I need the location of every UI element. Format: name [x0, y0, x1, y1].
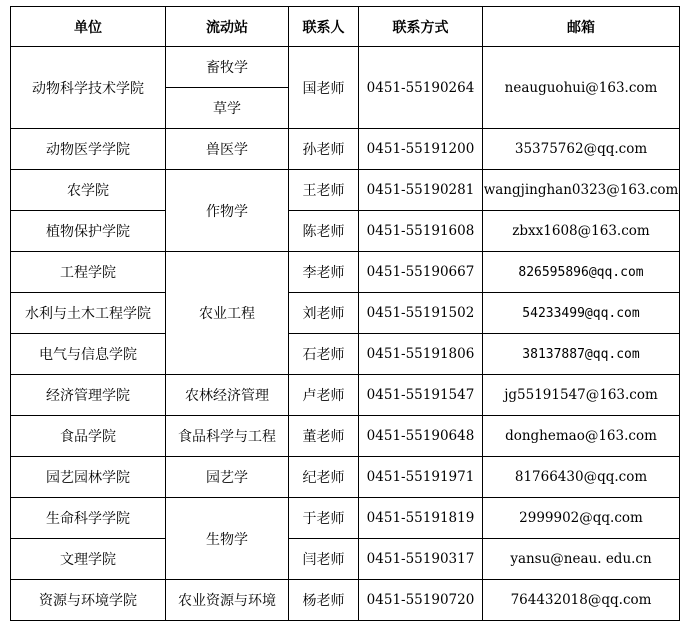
table-row: [11, 416, 680, 457]
phone-cell: 0451-55190648: [359, 416, 483, 457]
email-cell: 2999902@qq.com: [483, 498, 680, 539]
contact-cell: 王老师: [289, 170, 359, 211]
contact-cell: 纪老师: [289, 457, 359, 498]
contact-cell: 国老师: [289, 47, 359, 129]
phone-cell: 0451-55191200: [359, 129, 483, 170]
header-unit: 单位: [11, 7, 166, 47]
email-cell: 35375762@qq.com: [483, 129, 680, 170]
unit-cell: 农学院: [11, 170, 166, 211]
contact-cell: 石老师: [289, 334, 359, 375]
unit-cell: 经济管理学院: [11, 375, 166, 416]
unit-cell: 动物医学学院: [11, 129, 166, 170]
header-station: 流动站: [166, 7, 289, 47]
email-cell: yansu@neau. edu.cn: [483, 539, 680, 580]
unit-cell: 动物科学技术学院: [11, 47, 166, 129]
email-cell: 764432018@qq.com: [483, 580, 680, 621]
email-cell: zbxx1608@163.com: [483, 211, 680, 252]
header-row: [11, 7, 680, 47]
phone-cell: 0451-55190667: [359, 252, 483, 293]
contact-cell: 陈老师: [289, 211, 359, 252]
header-contact: 联系人: [289, 7, 359, 47]
table-row: [11, 498, 680, 539]
email-cell: donghemao@163.com: [483, 416, 680, 457]
contact-cell: 杨老师: [289, 580, 359, 621]
unit-cell: 植物保护学院: [11, 211, 166, 252]
unit-cell: 食品学院: [11, 416, 166, 457]
unit-cell: 电气与信息学院: [11, 334, 166, 375]
contact-cell: 刘老师: [289, 293, 359, 334]
table-row: [11, 293, 680, 334]
station-cell: 作物学: [166, 170, 289, 252]
table-row: [11, 47, 680, 88]
table-row: [11, 334, 680, 375]
phone-cell: 0451-55191502: [359, 293, 483, 334]
phone-cell: 0451-55191806: [359, 334, 483, 375]
table-row: [11, 170, 680, 211]
station-cell: 农业资源与环境: [166, 580, 289, 621]
phone-cell: 0451-55190317: [359, 539, 483, 580]
contact-cell: 于老师: [289, 498, 359, 539]
unit-cell: 工程学院: [11, 252, 166, 293]
unit-cell: 文理学院: [11, 539, 166, 580]
phone-cell: 0451-55190720: [359, 580, 483, 621]
header-phone: 联系方式: [359, 7, 483, 47]
station-cell: 草学: [166, 88, 289, 129]
phone-cell: 0451-55191819: [359, 498, 483, 539]
phone-cell: 0451-55191547: [359, 375, 483, 416]
phone-cell: 0451-55190264: [359, 47, 483, 129]
table-row: [11, 252, 680, 293]
unit-cell: 生命科学学院: [11, 498, 166, 539]
email-cell: 38137887@qq.com: [483, 334, 680, 375]
email-cell: wangjinghan0323@163.com: [483, 170, 680, 211]
phone-cell: 0451-55191608: [359, 211, 483, 252]
contact-cell: 董老师: [289, 416, 359, 457]
station-cell: 兽医学: [166, 129, 289, 170]
unit-cell: 资源与环境学院: [11, 580, 166, 621]
contact-cell: 卢老师: [289, 375, 359, 416]
email-cell: neauguohui@163.com: [483, 47, 680, 129]
station-cell: 生物学: [166, 498, 289, 580]
unit-cell: 园艺园林学院: [11, 457, 166, 498]
contact-cell: 孙老师: [289, 129, 359, 170]
table-row: [11, 129, 680, 170]
station-cell: 畜牧学: [166, 47, 289, 88]
phone-cell: 0451-55190281: [359, 170, 483, 211]
table-row: [11, 580, 680, 621]
station-cell: 园艺学: [166, 457, 289, 498]
email-cell: 54233499@qq.com: [483, 293, 680, 334]
station-cell: 农林经济管理: [166, 375, 289, 416]
station-cell: 农业工程: [166, 252, 289, 375]
table-row: [11, 539, 680, 580]
station-cell: 食品科学与工程: [166, 416, 289, 457]
email-cell: jg55191547@163.com: [483, 375, 680, 416]
unit-cell: 水利与土木工程学院: [11, 293, 166, 334]
table-row: [11, 211, 680, 252]
table-row: [11, 375, 680, 416]
contact-cell: 闫老师: [289, 539, 359, 580]
contacts-table: [10, 6, 680, 621]
phone-cell: 0451-55191971: [359, 457, 483, 498]
contact-cell: 李老师: [289, 252, 359, 293]
header-email: 邮箱: [483, 7, 680, 47]
email-cell: 826595896@qq.com: [483, 252, 680, 293]
email-cell: 81766430@qq.com: [483, 457, 680, 498]
table-row: [11, 457, 680, 498]
